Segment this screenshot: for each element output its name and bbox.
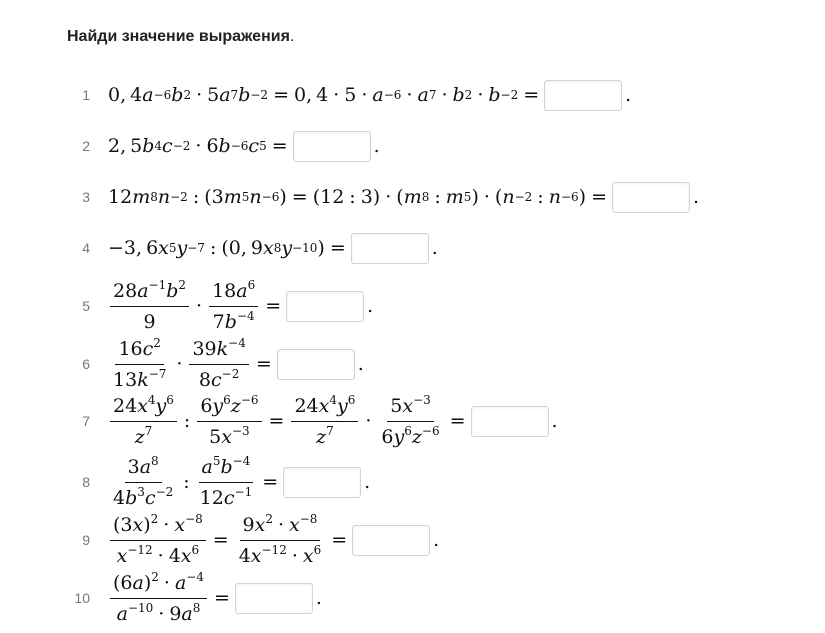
answer-input[interactable] — [277, 349, 355, 380]
fraction: $\frac{16c^2}{13k^{-7}}$ — [113, 335, 167, 391]
answer-input[interactable] — [293, 131, 371, 162]
heading-dot: . — [289, 28, 295, 45]
task-row — [0, 220, 825, 276]
task-expression: $\frac{3a^8}{4b^3c^{-2}}$ : $\frac{a^5b^{-4}}{12c^{-1}}$ = . — [108, 455, 370, 510]
task-row — [0, 118, 825, 174]
answer-input[interactable] — [352, 525, 430, 556]
answer-input[interactable] — [351, 233, 429, 264]
fraction: $\frac{6y^6z^{-6}}{5x^{-3}}$ — [197, 394, 261, 449]
task-row — [0, 336, 825, 392]
answer-input[interactable] — [235, 583, 313, 614]
fraction: $\frac{24x^4y^6}{z^7}$ — [110, 394, 177, 449]
fraction: $\frac{3a^8}{4b^3c^{-2}}$ — [113, 453, 174, 509]
fraction: $\frac{(6a)^2 \cdot a^{-4}}{a^{-10} \cdot 9a^8}$ — [110, 571, 207, 626]
task-expression: $\frac{28a^{-1}b^2}{9}$ · $\frac{18a^6}{7b^{-4}}$ = . — [108, 279, 373, 334]
task-number: 10 — [74, 590, 90, 606]
task-expression: $\frac{(6a)^2 \cdot a^{-4}}{a^{-10} \cdot 9a^8}$ = . — [108, 571, 322, 626]
fraction: $\frac{9x^2 \cdot x^{-8}}{4x^{-12} \cdot x^6}$ — [238, 511, 322, 567]
heading-text: Найди значение выражения — [67, 28, 290, 45]
fraction: $\frac{28a^{-1}b^2}{9}$ — [110, 279, 189, 334]
fraction: $\frac{18a^6}{7b^{-4}}$ — [209, 279, 258, 334]
task-expression: 12 m 8 n −2 : (3 m 5 n −6 ) = (12 : 3) · ( m 8 : m 5 ) · ( n −2 : n −6 ) = . — [108, 182, 699, 213]
task-expression: 2, 5 b 4 c −2 · 6 b −6 c 5 = . — [108, 131, 380, 162]
task-expression: $\frac{24x^4y^6}{z^7}$ : $\frac{6y^6z^{-6}}{5x^{-3}}$ = $\frac{24x^4y^6}{z^7}$ · $\frac{5x^{-3}}{6y^6z^{-6}}$ = . — [108, 394, 558, 449]
task-expression: 0, 4 a −6 b 2 · 5 a 7 b −2 = 0, 4 · 5 · a −6 · a 7 · b 2 · b −2 = . — [108, 80, 631, 111]
fraction: $\frac{a^5b^{-4}}{12c^{-1}}$ — [199, 453, 253, 509]
task-number: 9 — [82, 532, 90, 548]
task-number: 8 — [82, 474, 90, 490]
answer-input[interactable] — [471, 406, 549, 437]
answer-input[interactable] — [283, 467, 361, 498]
task-row — [0, 67, 825, 123]
answer-input[interactable] — [286, 291, 364, 322]
task-row — [0, 393, 825, 449]
fraction: $\frac{24x^4y^6}{z^7}$ — [291, 394, 358, 449]
answer-input[interactable] — [544, 80, 622, 111]
task-row — [0, 570, 825, 626]
answer-input[interactable] — [612, 182, 690, 213]
task-number: 5 — [82, 298, 90, 314]
task-number: 1 — [82, 87, 90, 103]
task-row — [0, 512, 825, 568]
task-row — [0, 278, 825, 334]
task-number: 2 — [82, 138, 90, 154]
task-number: 3 — [82, 189, 90, 205]
task-number: 7 — [82, 413, 90, 429]
exercise-heading — [67, 28, 294, 46]
task-row — [0, 454, 825, 510]
fraction: $\frac{39k^{-4}}{8c^{-2}}$ — [189, 337, 248, 392]
fraction: $\frac{5x^{-3}}{6y^6z^{-6}}$ — [381, 392, 440, 448]
task-expression: −3, 6 x 5 y −7 : (0, 9 x 8 y −10 ) = . — [108, 233, 438, 264]
task-expression: $\frac{16c^2}{13k^{-7}}$ · $\frac{39k^{-4}}{8c^{-2}}$ = . — [108, 337, 364, 392]
task-expression: $\frac{(3x)^2 \cdot x^{-8}}{x^{-12} \cdot 4x^6}$ = $\frac{9x^2 \cdot x^{-8}}{4x^{-12} \cdot x^6}$ = . — [108, 513, 439, 568]
fraction: $\frac{(3x)^2 \cdot x^{-8}}{x^{-12} \cdot 4x^6}$ — [110, 513, 206, 568]
task-number: 6 — [82, 356, 90, 372]
task-row — [0, 169, 825, 225]
task-number: 4 — [82, 240, 90, 256]
